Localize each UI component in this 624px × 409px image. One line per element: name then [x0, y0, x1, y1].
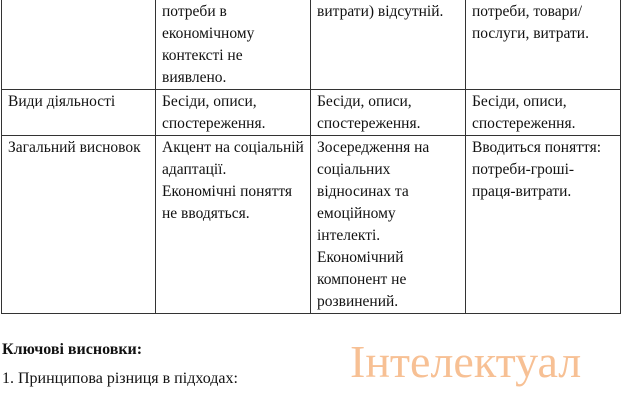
table-cell	[2, 0, 156, 90]
comparison-table	[1, 0, 621, 314]
table-cell: Вводиться поняття: потреби-гроші-праця-витрати.	[466, 136, 621, 314]
table-row	[2, 136, 621, 314]
table-row	[2, 90, 621, 136]
table-cell: Зосередження на соціальних відносинах та емоційному інтелекті. Економічний компонент не розвинений.	[311, 136, 466, 314]
list-item: 1. Принципова різниця в підходах:	[2, 370, 238, 387]
table-cell: потреби, товари/послуги, витрати.	[466, 0, 621, 90]
table-cell: потреби в економічному контексті не виявлено.	[156, 0, 311, 90]
row-header-cell: Види діяльності	[2, 90, 156, 136]
table-cell: Бесіди, описи, спостереження.	[311, 90, 466, 136]
row-header-cell: Загальний висновок	[2, 136, 156, 314]
section-heading: Ключові висновки:	[2, 341, 143, 358]
table-cell: Акцент на соціальній адаптації. Економічні поняття не вводяться.	[156, 136, 311, 314]
watermark: Інтелектуал	[350, 336, 582, 387]
table-cell: Бесіди, описи, спостереження.	[156, 90, 311, 136]
table-cell: Бесіди, описи, спостереження.	[466, 90, 621, 136]
table-cell: витрати) відсутній.	[311, 0, 466, 90]
table-row	[2, 0, 621, 90]
